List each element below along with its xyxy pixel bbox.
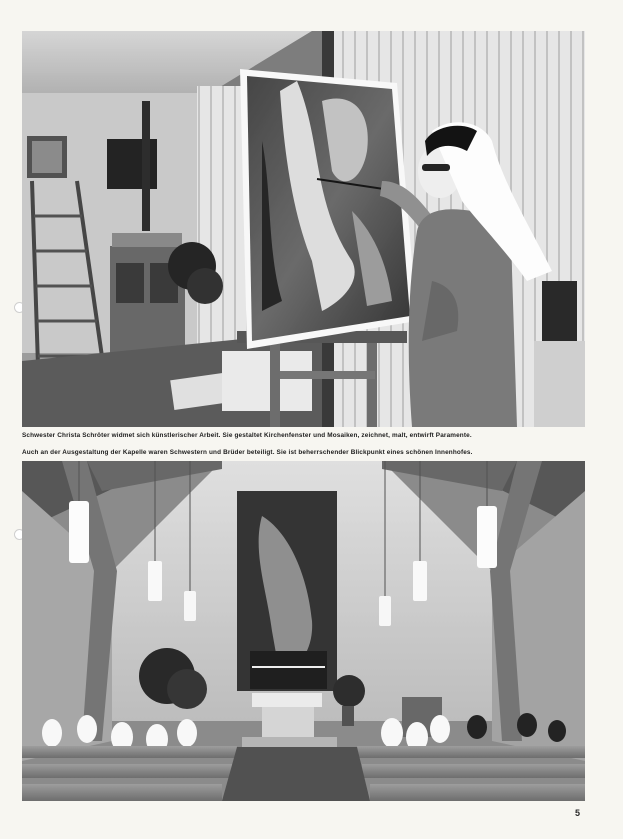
- photo-chapel-interior: [22, 461, 585, 801]
- page-number: 5: [575, 808, 581, 818]
- caption-bottom: Auch an der Ausgestaltung der Kapelle waren Schwestern und Brüder beteiligt. Sie ist beherrschender Blickpunkt eines schönen Innenhofes.: [22, 449, 473, 456]
- chapel-image: [22, 461, 585, 801]
- caption-top: Schwester Christa Schröter widmet sich künstlerischer Arbeit. Sie gestaltet Kirchenfenster und Mosaiken, zeichnet, malt, entwirft Paramente.: [22, 432, 472, 439]
- photo-nun-painting: [22, 31, 585, 427]
- painting-studio-image: [22, 31, 585, 427]
